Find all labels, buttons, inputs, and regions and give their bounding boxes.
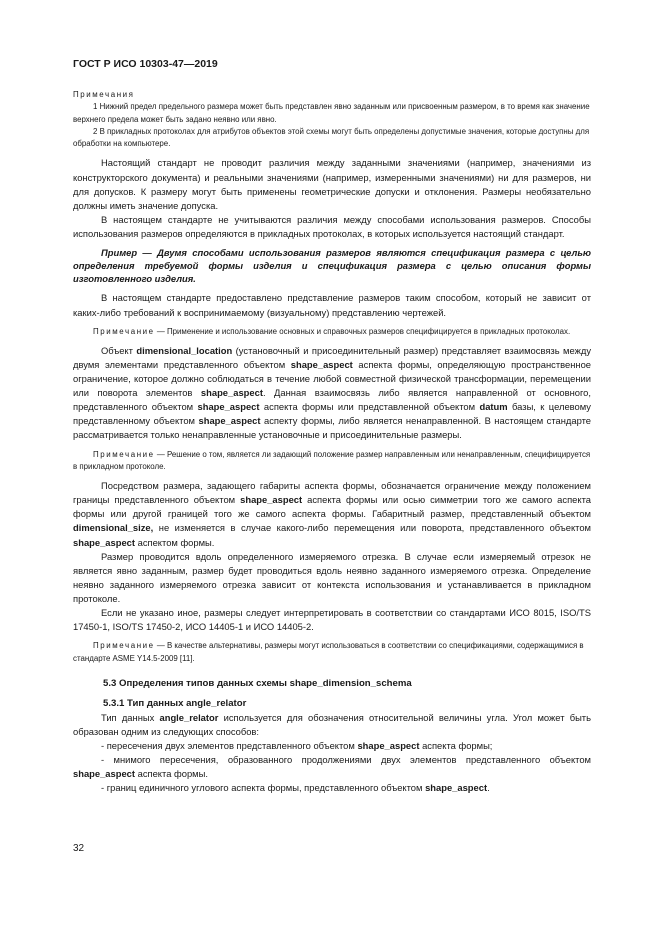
paragraph-6: Размер проводится вдоль определенного измеряемого отрезка. В случае если измеряемый отрезок не является явно заданным, размер будет проводиться вдоль неявно заданного измеряемого отрезка. Определение неявно заданного измеряемого отрезка зависит от контекста использования и устанавливается в прикладном протоколе. — [73, 550, 591, 604]
paragraph-5: Посредством размера, задающего габариты аспекта формы, обозначается ограничение между положением границы представленного объектом shape_aspect аспекта формы или осью симметрии того же самого аспекта формы или другой границей того же самого аспекта формы. Габаритный размер, представленный объектом dimensional_size, не изменяется в случае какого-либо перемещения или поворота, представленного объектом shape_aspect аспектом формы. — [73, 480, 591, 548]
term-datum: datum — [479, 401, 508, 413]
list-item-1: - пересечения двух элементов представленного объектом shape_aspect аспекта формы; — [101, 739, 493, 751]
term-dimensional-size: dimensional_size, — [73, 522, 154, 534]
document-header: ГОСТ Р ИСО 10303-47—2019 — [73, 58, 218, 70]
paragraph-4: Объект dimensional_location (установочный и присоединительный размер) представляет взаимосвязь между двумя элементами представленного объектом shape_aspect аспекта формы, определяющую пространственное ограничение, которое должно соблюдаться в течение любой совместной физической трансформации, перемещении или поворота элементов shape_aspect. Данная взаимосвязь либо является направленной от основного, представленного объектом shape_aspect аспекта формы или представленной объектом datum базы, к целевому представленному объектом shape_aspect аспекту формы, либо является ненаправленной. В настоящем стандарте рассматривается только ненаправленные установочные и присоединительные размеры. — [73, 344, 592, 441]
note-text: — В качестве альтернативы, размеры могут использоваться в соответствии со спецификациями, содержащимися в стандарте ASME Y14.5-2009 [11]. — [73, 641, 584, 663]
note-1: 1 Нижний предел предельного размера может быть представлен явно заданным или присвоенным размером, в то время как значение верхнего предела может быть задано неявно или явно. — [73, 102, 590, 124]
term-shape-aspect: shape_aspect — [200, 387, 263, 399]
term-shape-aspect: shape_aspect — [425, 782, 488, 794]
section-heading-5-3-1: 5.3.1 Тип данных angle_relator — [103, 697, 247, 709]
paragraph-3: В настоящем стандарте предоставлено представление размеров таким способом, который не зависит от каких-либо требований к воспринимаемому (визуальному) представлению чертежей. — [73, 292, 591, 318]
note-inline-2 — [73, 449, 591, 474]
note-inline-1 — [73, 326, 591, 338]
term-shape-aspect: shape_aspect — [357, 739, 420, 751]
term-shape-aspect: shape_aspect — [198, 415, 261, 427]
note-inline-3 — [73, 640, 591, 665]
notes-title: Примечания — [73, 90, 135, 99]
paragraph-7: Если не указано иное, размеры следует интерпретировать в соответствии со стандартами ИСО 8015, ISO/TS 17450-1, ISO/TS 17450-2, ИСО 14405-1 и ИСО 14405-2. — [73, 607, 591, 633]
term-shape-aspect: shape_aspect — [240, 494, 303, 506]
section-heading-5-3: 5.3 Определения типов данных схемы shape_dimension_schema — [103, 677, 412, 689]
page-number: 32 — [73, 843, 85, 854]
note-2: 2 В прикладных протоколах для атрибутов объектов этой схемы могут быть определены допустимые значения, которые доступны для обработки на компьютере. — [73, 126, 590, 149]
note-label: Примечание — [93, 449, 155, 459]
note-text: — Применение и использование основных и справочных размеров специфицируется в прикладных протоколах. — [154, 326, 571, 336]
note-label: Примечание — [93, 641, 155, 651]
note-label: Примечание — [93, 326, 155, 336]
list-item-2: - мнимого пересечения, образованного продолжениями двух элементов представленного объектом shape_aspect аспекта формы. — [73, 754, 591, 780]
list-item-3: - границ единичного углового аспекта формы, представленного объектом shape_aspect. — [101, 782, 490, 794]
section-intro: Тип данных angle_relator используется для обозначения относительной величины угла. Угол может быть образован одним из следующих способов: — [73, 711, 591, 737]
term-shape-aspect: shape_aspect — [197, 401, 260, 413]
note-text: — Решение о том, является ли задающий положение размер направленным или ненаправленным, специфицируется в прикладном протоколе. — [73, 449, 591, 471]
term-shape-aspect: shape_aspect — [290, 359, 353, 371]
term-dimensional-location: dimensional_location — [136, 344, 233, 356]
paragraph-1: Настоящий стандарт не проводит различия между заданными значениями (например, значениями из конструкторского документа) и реальными значениями (например, измеренными значениями) ни для размеров, ни для допусков. К размеру могут быть применены геометрические допуски и отклонения. Размеры необязательно должны иметь значение допуска. — [73, 157, 591, 211]
paragraph-2: В настоящем стандарте не учитываются различия между способами использования размеров. Способы использования размеров определяются в прикладных протоколах, в которых используется настоящий стандарт. — [73, 213, 591, 239]
term-shape-aspect: shape_aspect — [73, 536, 136, 548]
term-shape-aspect: shape_aspect — [73, 768, 136, 780]
example: Пример — Двумя способами использования размеров являются спецификация размера с целью определения требуемой формы изделия и спецификация размера с целью описания формы изготовленного изделия. — [73, 247, 591, 284]
document-page — [73, 58, 591, 795]
term-angle-relator: angle_relator — [159, 711, 219, 723]
